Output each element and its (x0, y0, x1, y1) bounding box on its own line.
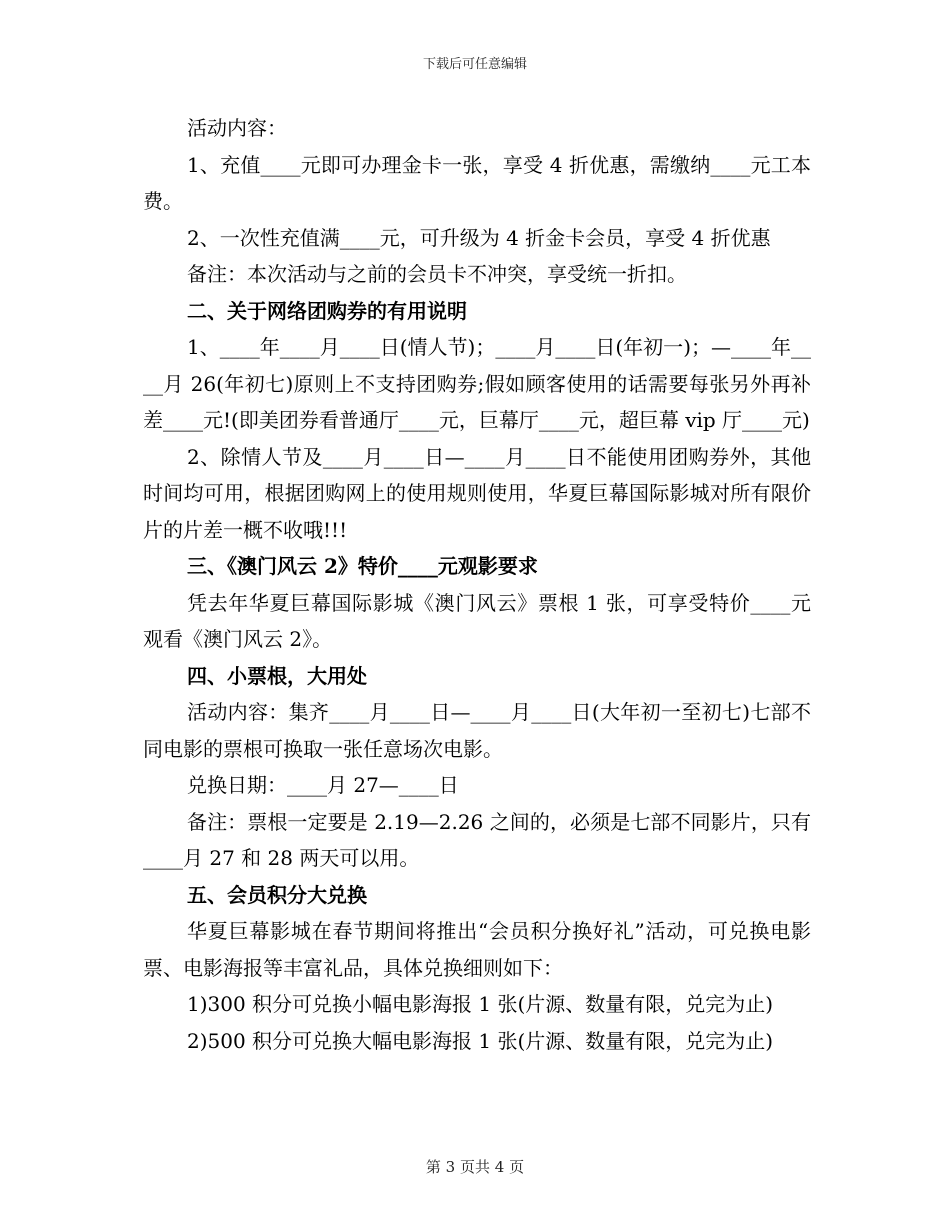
paragraph: 1、充值____元即可办理金卡一张，享受 4 折优惠，需缴纳____元工本费。 (143, 152, 811, 213)
document-body (143, 110, 811, 1059)
paragraph: 2、除情人节及____月____日—____月____日不能使用团购券外，其他时间均可用，根据团购网上的使用规则使用，华夏巨幕国际影城对所有限价片的片差一概不收哦!!! (143, 444, 811, 542)
section-heading: 四、小票根，大用处 (187, 663, 367, 688)
paragraph: 活动内容： (187, 116, 287, 140)
section-heading: 三、《澳门风云 2》特价____元观影要求 (187, 554, 538, 578)
paragraph: 1、____年____月____日(情人节)；____月____日(年初一)；—____年____月 26(年初七)原则上不支持团购券;假如顾客使用的话需要每张另外再补差____元!(即美团券看普通厅____元，巨幕厅____元，超巨幕 vip 厅____元) (143, 335, 811, 432)
page-header: 下载后可任意编辑 (422, 57, 527, 72)
section-heading: 五、会员积分大兑换 (187, 882, 367, 907)
section-heading: 二、关于网络团购券的有用说明 (187, 298, 467, 323)
paragraph: 2、一次性充值满____元，可升级为 4 折金卡会员，享受 4 折优惠 (187, 225, 771, 250)
page-footer: 第 3 页共 4 页 (425, 1158, 525, 1176)
paragraph: 备注：票根一定要是 2.19—2.26 之间的，必须是七部不同影片，只有____月 27 和 28 两天可以用。 (143, 809, 811, 870)
paragraph: 活动内容：集齐____月____日—____月____日(大年初一至初七)七部不同电影的票根可换取一张任意场次电影。 (143, 700, 811, 761)
list-item: 2)500 积分可兑换大幅电影海报 1 张(片源、数量有限，兑完为止) (187, 1028, 774, 1053)
paragraph: 华夏巨幕影城在春节期间将推出“会员积分换好礼”活动，可兑换电影票、电影海报等丰富礼品，具体兑换细则如下： (143, 919, 811, 980)
paragraph: 兑换日期：____月 27—____日 (187, 773, 459, 797)
paragraph: 备注：本次活动与之前的会员卡不冲突，享受统一折扣。 (187, 262, 687, 286)
list-item: 1)300 积分可兑换小幅电影海报 1 张(片源、数量有限，兑完为止) (187, 992, 774, 1016)
paragraph: 凭去年华夏巨幕国际影城《澳门风云》票根 1 张，可享受特价____元观看《澳门风云 2》。 (143, 590, 811, 651)
